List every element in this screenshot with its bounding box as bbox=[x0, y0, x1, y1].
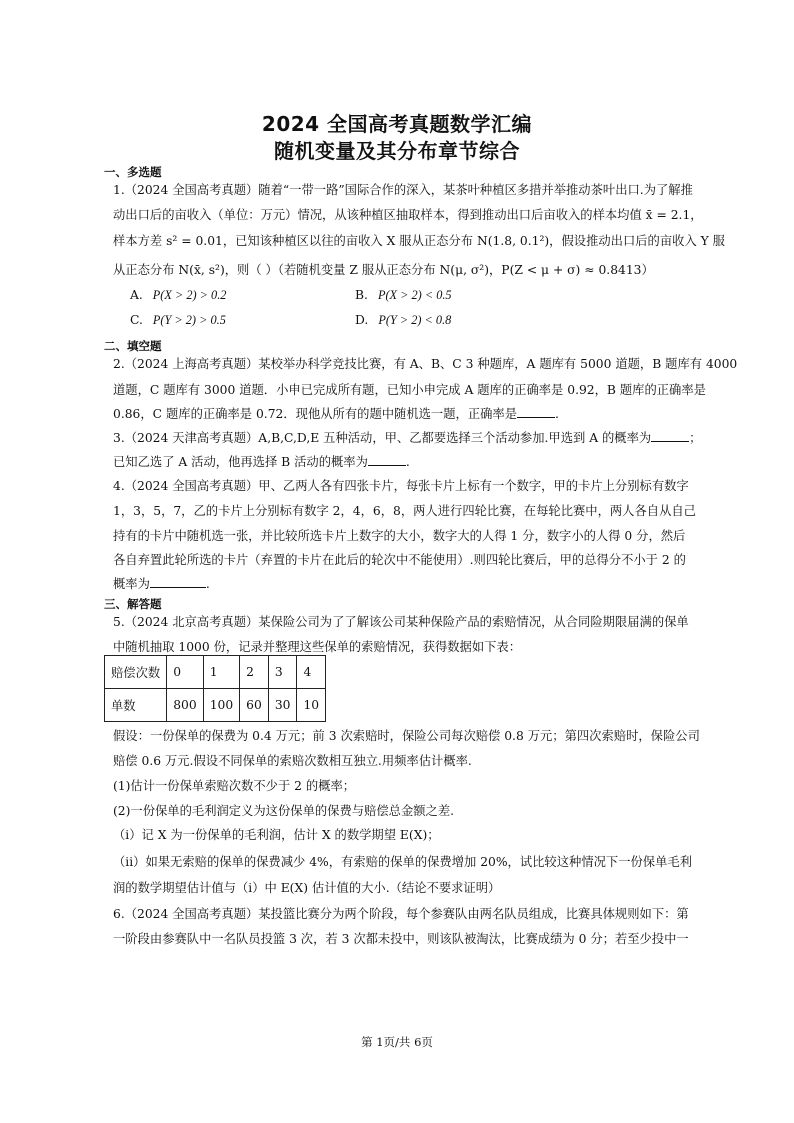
table-cell: 3 bbox=[268, 656, 297, 689]
q5-line-1: 5.（2024 北京高考真题）某保险公司为了了解该公司某种保险产品的索赔情况，从合同险期限届满的保单 bbox=[113, 615, 689, 629]
q4-line-5-end: . bbox=[205, 577, 210, 591]
q2-line-3-end: . bbox=[555, 407, 559, 421]
q6-line-1: 6.（2024 全国高考真题）某投篮比赛分为两个阶段，每个参赛队由两名队员组成，比赛具体规则如下：第 bbox=[113, 907, 689, 921]
q2-line-2: 道题，C 题库有 3000 道题．小申已完成所有题，已知小申完成 A 题库的正确率是 0.92，B 题库的正确率是 bbox=[113, 383, 706, 397]
q3-line-2-end: . bbox=[405, 455, 410, 469]
q5-line-4: 赔偿 0.6 万元.假设不同保单的索赔次数相互独立.用频率估计概率. bbox=[113, 754, 472, 768]
q5-line-2: 中随机抽取 1000 份，记录并整理这些保单的索赔情况，获得数据如下表： bbox=[113, 640, 522, 654]
q4-line-2: 1，3，5，7，乙的卡片上分别标有数字 2，4，6，8，两人进行四轮比赛，在每轮比赛中，两人各自从自己 bbox=[113, 504, 696, 518]
q1-option-a bbox=[130, 288, 226, 303]
answer-blank bbox=[517, 405, 555, 418]
q1-line-2: 动出口后的亩收入（单位：万元）情况，从该种植区抽取样本，得到推动出口后亩收入的样本均值 x̄ = 2.1， bbox=[113, 208, 703, 222]
table-cell: 100 bbox=[203, 689, 239, 722]
q5-line-3: 假设：一份保单的保费为 0.4 万元；前 3 次索赔时，保险公司每次赔偿 0.8 万元；第四次索赔时，保险公司 bbox=[113, 729, 700, 743]
q3-line-1-text: 3.（2024 天津高考真题）A,B,C,D,E 五种活动，甲、乙都要选择三个活动参加.甲选到 A 的概率为 bbox=[113, 431, 652, 445]
q2-line-3-text: 0.86，C 题库的正确率是 0.72．现他从所有的题中随机选一题，正确率是 bbox=[113, 407, 518, 421]
section-heading-multiple-choice: 一、多选题 bbox=[104, 165, 162, 179]
q4-line-1: 4.（2024 全国高考真题）甲、乙两人各有四张卡片，每张卡片上标有一个数字，甲的卡片上分别标有数字 bbox=[113, 479, 689, 493]
table-row bbox=[105, 689, 326, 722]
q3-line-1-end: ； bbox=[689, 431, 702, 445]
q1-line-4: 从正态分布 N(x̄, s²)，则（ ）（若随机变量 Z 服从正态分布 N(μ, σ²)，P(Z < μ + σ) ≈ 0.8413） bbox=[113, 263, 654, 277]
table-cell: 800 bbox=[167, 689, 203, 722]
section-heading-solutions: 三、解答题 bbox=[104, 597, 162, 611]
option-text: P(X > 2) > 0.2 bbox=[152, 288, 227, 302]
option-text: P(Y > 2) < 0.8 bbox=[378, 313, 452, 327]
page-subtitle: 随机变量及其分布章节综合 bbox=[274, 139, 520, 163]
answer-blank bbox=[368, 453, 406, 466]
option-label: D. bbox=[355, 313, 369, 327]
q3-line-2 bbox=[113, 452, 693, 470]
option-label: C. bbox=[130, 313, 143, 327]
q3-line-2-text: 已知乙选了 A 活动，他再选择 B 活动的概率为 bbox=[113, 455, 368, 469]
table-cell: 2 bbox=[240, 656, 269, 689]
table-header-cell: 单数 bbox=[105, 689, 167, 722]
table-cell: 60 bbox=[240, 689, 269, 722]
q5-line-8: （ii）如果无索赔的保单的保费减少 4%，有索赔的保单的保费增加 20%，试比较这种情况下一份保单毛利 bbox=[113, 855, 692, 869]
q6-line-2: 一阶段由参赛队中一名队员投篮 3 次，若 3 次都未投中，则该队被淘汰，比赛成绩为 0 分；若至少投中一 bbox=[113, 932, 689, 946]
q1-option-c bbox=[130, 313, 226, 328]
answer-blank bbox=[150, 575, 206, 588]
table-row bbox=[105, 656, 326, 689]
q1-option-b bbox=[355, 288, 452, 303]
q5-line-9: 润的数学期望估计值与（i）中 E(X) 估计值的大小.（结论不要求证明） bbox=[113, 881, 501, 895]
page-title: 2024 全国高考真题数学汇编 bbox=[261, 112, 533, 136]
q4-line-5 bbox=[113, 574, 693, 592]
table-cell: 0 bbox=[167, 656, 203, 689]
q2-line-1: 2.（2024 上海高考真题）某校举办科学竞技比赛，有 A、B、C 3 种题库，A 题库有 5000 道题，B 题库有 4000 bbox=[113, 357, 738, 371]
table-cell: 4 bbox=[297, 656, 326, 689]
q4-line-4: 各自弃置此轮所选的卡片（弃置的卡片在此后的轮次中不能使用）.则四轮比赛后，甲的总得分不小于 2 的 bbox=[113, 553, 686, 567]
table-cell: 10 bbox=[297, 689, 326, 722]
q1-option-d bbox=[355, 313, 451, 328]
q1-line-1: 1.（2024 全国高考真题）随着“一带一路”国际合作的深入，某茶叶种植区多措并举推动茶叶出口.为了解推 bbox=[113, 183, 693, 197]
option-text: P(Y > 2) > 0.5 bbox=[152, 313, 226, 327]
q5-line-6: (2)一份保单的毛利润定义为这份保单的保费与赔偿总金额之差. bbox=[113, 804, 455, 818]
q4-line-3: 持有的卡片中随机选一张，并比较所选卡片上数字的大小，数字大的人得 1 分，数字小的人得 0 分，然后 bbox=[113, 529, 686, 543]
answer-blank bbox=[651, 429, 689, 442]
option-label: A. bbox=[130, 288, 143, 302]
table-cell: 30 bbox=[268, 689, 297, 722]
table-header-cell: 赔偿次数 bbox=[105, 656, 167, 689]
q1-line-3: 样本方差 s² = 0.01，已知该种植区以往的亩收入 X 服从正态分布 N(1.8, 0.1²)，假设推动出口后的亩收入 Y 服 bbox=[113, 234, 725, 248]
option-text: P(X > 2) < 0.5 bbox=[377, 288, 452, 302]
table-cell: 1 bbox=[203, 656, 239, 689]
q3-line-1 bbox=[113, 428, 702, 446]
q4-line-5-text: 概率为 bbox=[113, 577, 150, 591]
option-label: B. bbox=[355, 288, 368, 302]
section-heading-fill-in: 二、填空题 bbox=[104, 339, 162, 353]
q5-line-5: (1)估计一份保单索赔次数不少于 2 的概率； bbox=[113, 779, 356, 793]
page-footer: 第 1页/共 6页 bbox=[361, 1035, 433, 1049]
q2-line-3 bbox=[113, 404, 693, 422]
claims-table bbox=[104, 655, 326, 722]
q5-line-7: （i）记 X 为一份保单的毛利润，估计 X 的数学期望 E(X)； bbox=[113, 828, 440, 842]
